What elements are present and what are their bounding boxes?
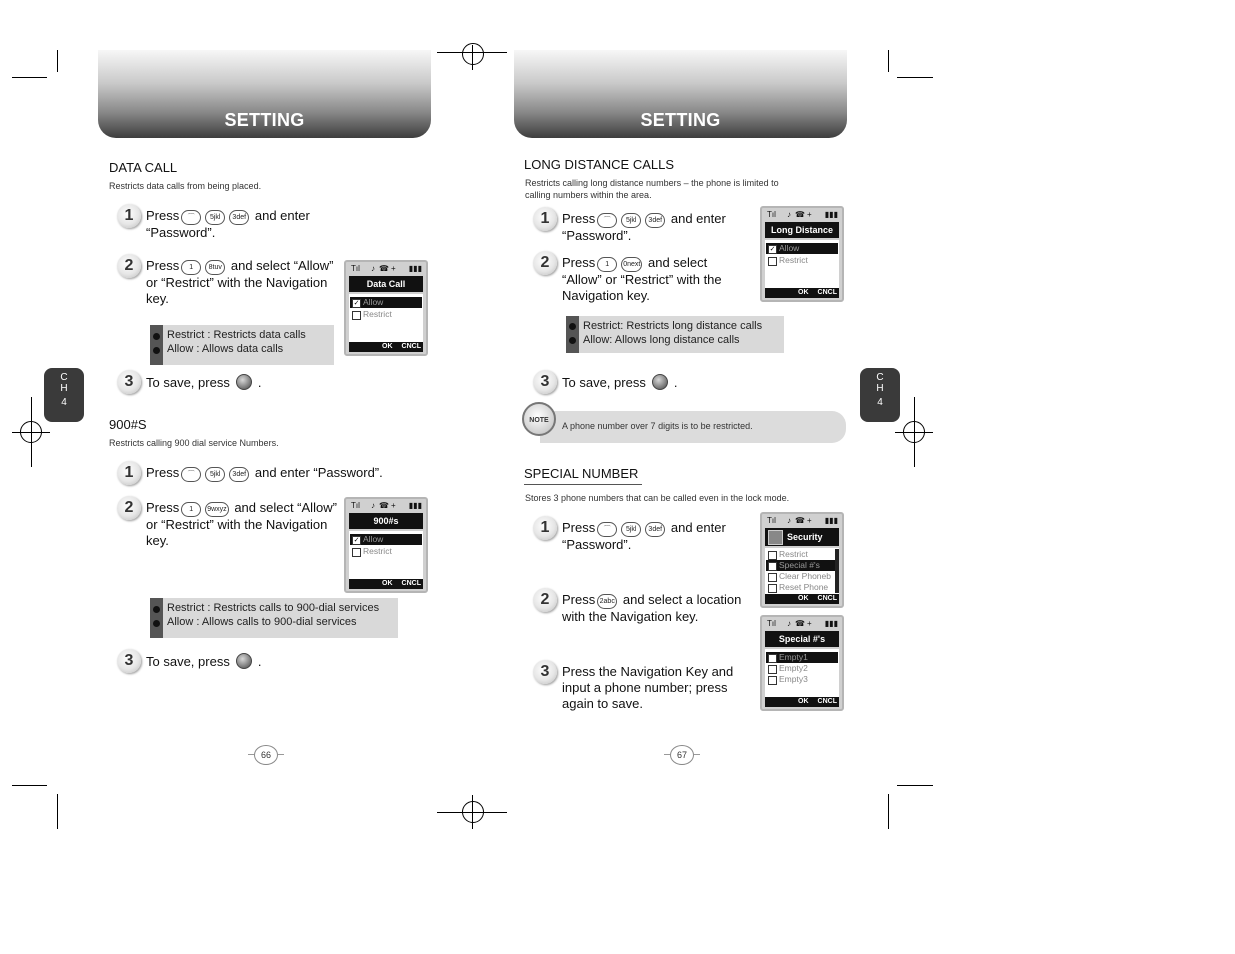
menu-item: Restrict xyxy=(350,309,422,320)
signal-icon: Tıl xyxy=(351,264,360,273)
softkey-bar: OK CNCL xyxy=(349,342,423,352)
key-8-icon: 8tuv xyxy=(205,260,225,275)
checkbox-icon xyxy=(352,548,361,557)
bullet-icon xyxy=(569,323,576,330)
section-title-special-number: SPECIAL NUMBER xyxy=(524,466,639,481)
phone-screen-security xyxy=(760,512,844,608)
key-5-icon: 5jkl xyxy=(621,213,641,228)
bullet-icon xyxy=(153,333,160,340)
step-number: 2 xyxy=(117,254,141,278)
message-icon: ☎ xyxy=(379,501,389,510)
section-title-long-distance: LONG DISTANCE CALLS xyxy=(524,157,675,172)
section-desc-data-call: Restricts data calls from being placed. xyxy=(109,181,262,191)
key-3-icon: 3def xyxy=(645,522,665,537)
step-text: To save, press . xyxy=(146,375,262,390)
step-number: 2 xyxy=(117,496,141,520)
key-9-icon: 9wxyz xyxy=(205,502,228,517)
plus-icon: + xyxy=(807,210,812,219)
menu-item: Empty1 xyxy=(766,652,838,663)
status-bar xyxy=(349,501,423,511)
status-bar xyxy=(765,619,839,629)
menu-item: Special #'s xyxy=(766,560,838,571)
battery-icon: ▮▮▮ xyxy=(824,210,838,219)
key-5-icon: 5jkl xyxy=(205,210,225,225)
menu-item: Restrict xyxy=(766,255,838,266)
screen-title: Special #'s xyxy=(765,631,839,647)
info-line: Restrict : Restricts data calls xyxy=(167,329,306,341)
phone-screen-special xyxy=(760,615,844,711)
checkbox-checked-icon: ✓ xyxy=(769,246,776,253)
menu-item: Empty3 xyxy=(766,674,838,685)
key-3-icon: 3def xyxy=(229,467,249,482)
ok-key-icon xyxy=(236,374,252,390)
info-line: Restrict : Restricts calls to 900-dial services xyxy=(167,602,380,614)
step-text: To save, press . xyxy=(562,375,678,390)
key-3-icon: 3def xyxy=(645,213,665,228)
bullet-icon xyxy=(569,337,576,344)
music-icon: ♪ xyxy=(787,210,791,219)
info-line: Restrict: Restricts long distance calls xyxy=(583,320,763,332)
status-bar xyxy=(349,264,423,274)
step-number: 1 xyxy=(533,207,557,231)
signal-icon: Tıl xyxy=(767,619,776,628)
step-number: 3 xyxy=(533,660,557,684)
step-text: Press 1 8tuv and select “Allow” or “Restrict” with the Navigation key. xyxy=(146,258,334,306)
menu-item: Clear Phoneb xyxy=(766,571,838,582)
battery-icon: ▮▮▮ xyxy=(408,501,422,510)
scrollbar xyxy=(835,549,839,593)
info-line: Allow : Allows data calls xyxy=(167,343,284,355)
end-key-icon: ⌒ xyxy=(181,467,201,482)
step-text: Press ⌒ 5jkl 3def and enter “Password”. xyxy=(562,520,726,552)
key-1-icon: 1 xyxy=(597,257,617,272)
phone-screen-900 xyxy=(344,497,428,593)
info-line: Allow: Allows long distance calls xyxy=(583,334,740,346)
key-2-icon: 2abc xyxy=(597,594,617,609)
signal-icon: Tıl xyxy=(767,516,776,525)
menu-item: ✓ Allow xyxy=(350,534,422,545)
plus-icon: + xyxy=(391,501,396,510)
title-underline xyxy=(524,484,642,485)
step-text: Press 1 9wxyz and select “Allow” or “Restrict” with the Navigation key. xyxy=(146,500,337,548)
menu-item: ✓ Allow xyxy=(766,243,838,254)
softkey-bar: OK CNCL xyxy=(765,288,839,298)
step-text: Press 1 0next and select “Allow” or “Restrict” with the Navigation key. xyxy=(562,255,722,303)
key-5-icon: 5jkl xyxy=(205,467,225,482)
info-box xyxy=(150,598,398,638)
menu-item: Restrict xyxy=(766,549,838,560)
info-box xyxy=(150,325,334,365)
key-0-icon: 0next xyxy=(621,257,642,272)
music-icon: ♪ xyxy=(787,516,791,525)
screen-title: Data Call xyxy=(349,276,423,292)
step-number: 2 xyxy=(533,251,557,275)
step-text: Press 2abc and select a location with the Navigation key. xyxy=(562,592,742,624)
softkey-bar: OK CNCL xyxy=(765,594,839,604)
phone-screen-long-distance xyxy=(760,206,844,302)
plus-icon: + xyxy=(807,516,812,525)
menu-item: Restrict xyxy=(350,546,422,557)
screen-title: Long Distance xyxy=(765,222,839,238)
end-key-icon: ⌒ xyxy=(597,522,617,537)
step-text: Press ⌒ 5jkl 3def and enter “Password”. xyxy=(146,208,310,240)
battery-icon: ▮▮▮ xyxy=(408,264,422,273)
page-title: SETTING xyxy=(640,110,721,130)
menu-item: Reset Phone xyxy=(766,582,838,593)
bullet-icon xyxy=(153,347,160,354)
message-icon: ☎ xyxy=(379,264,389,273)
menu-item: ✓ Allow xyxy=(350,297,422,308)
key-1-icon: 1 xyxy=(181,260,201,275)
page-header-banner xyxy=(514,50,847,138)
softkey-bar: OK CNCL xyxy=(349,579,423,589)
page-header-banner xyxy=(98,50,431,138)
note-text: A phone number over 7 digits is to be restricted. xyxy=(562,421,753,431)
music-icon: ♪ xyxy=(371,264,375,273)
step-number: 2 xyxy=(533,588,557,612)
section-desc-special-number: Stores 3 phone numbers that can be called even in the lock mode. xyxy=(525,493,790,503)
key-3-icon: 3def xyxy=(229,210,249,225)
step-text: Press ⌒ 5jkl 3def and enter “Password”. xyxy=(562,211,726,243)
bullet-icon xyxy=(153,620,160,627)
checkbox-checked-icon: ✓ xyxy=(353,537,360,544)
step-text: To save, press . xyxy=(146,654,262,669)
step-number: 1 xyxy=(117,204,141,228)
key-5-icon: 5jkl xyxy=(621,522,641,537)
step-text: Press the Navigation Key and input a phone number; press again to save. xyxy=(562,664,734,711)
chapter-tab: C H 4 xyxy=(860,368,900,422)
ok-key-icon xyxy=(236,653,252,669)
checkbox-icon xyxy=(352,311,361,320)
music-icon: ♪ xyxy=(371,501,375,510)
note-box xyxy=(540,411,846,443)
step-text: Press ⌒ 5jkl 3def and enter “Password”. xyxy=(146,465,383,480)
checkbox-icon xyxy=(768,257,777,266)
bullet-icon xyxy=(153,606,160,613)
section-desc-900: Restricts calling 900 dial service Numbers. xyxy=(109,438,279,448)
signal-icon: Tıl xyxy=(351,501,360,510)
page-number: 67 xyxy=(670,745,694,765)
info-line: Allow : Allows calls to 900-dial services xyxy=(167,616,357,628)
page-number: 66 xyxy=(254,745,278,765)
music-icon: ♪ xyxy=(787,619,791,628)
screen-title: 900#s xyxy=(349,513,423,529)
key-1-icon: 1 xyxy=(181,502,201,517)
plus-icon: + xyxy=(391,264,396,273)
step-number: 1 xyxy=(533,516,557,540)
softkey-bar: OK CNCL xyxy=(765,697,839,707)
screen-title: Security xyxy=(765,528,839,546)
page-title: SETTING xyxy=(224,110,305,130)
menu-item: Empty2 xyxy=(766,663,838,674)
step-number: 3 xyxy=(117,649,141,673)
step-number: 3 xyxy=(533,370,557,394)
battery-icon: ▮▮▮ xyxy=(824,619,838,628)
end-key-icon: ⌒ xyxy=(181,210,201,225)
signal-icon: Tıl xyxy=(767,210,776,219)
chapter-tab: C H 4 xyxy=(44,368,84,422)
section-title-900: 900#S xyxy=(109,417,147,432)
phone-screen-data-call xyxy=(344,260,428,356)
checkbox-checked-icon: ✓ xyxy=(353,300,360,307)
message-icon: ☎ xyxy=(795,516,805,525)
step-number: 1 xyxy=(117,461,141,485)
lock-icon xyxy=(768,530,783,545)
plus-icon: + xyxy=(807,619,812,628)
end-key-icon: ⌒ xyxy=(597,213,617,228)
battery-icon: ▮▮▮ xyxy=(824,516,838,525)
section-desc-long-distance: Restricts calling long distance numbers – the phone is limited to calling numbers within the area. xyxy=(525,178,779,200)
status-bar xyxy=(765,210,839,220)
ok-key-icon xyxy=(652,374,668,390)
section-title-data-call: DATA CALL xyxy=(109,160,178,175)
info-box xyxy=(566,316,784,353)
note-icon: NOTE xyxy=(522,402,556,436)
message-icon: ☎ xyxy=(795,210,805,219)
status-bar xyxy=(765,516,839,526)
message-icon: ☎ xyxy=(795,619,805,628)
step-number: 3 xyxy=(117,370,141,394)
